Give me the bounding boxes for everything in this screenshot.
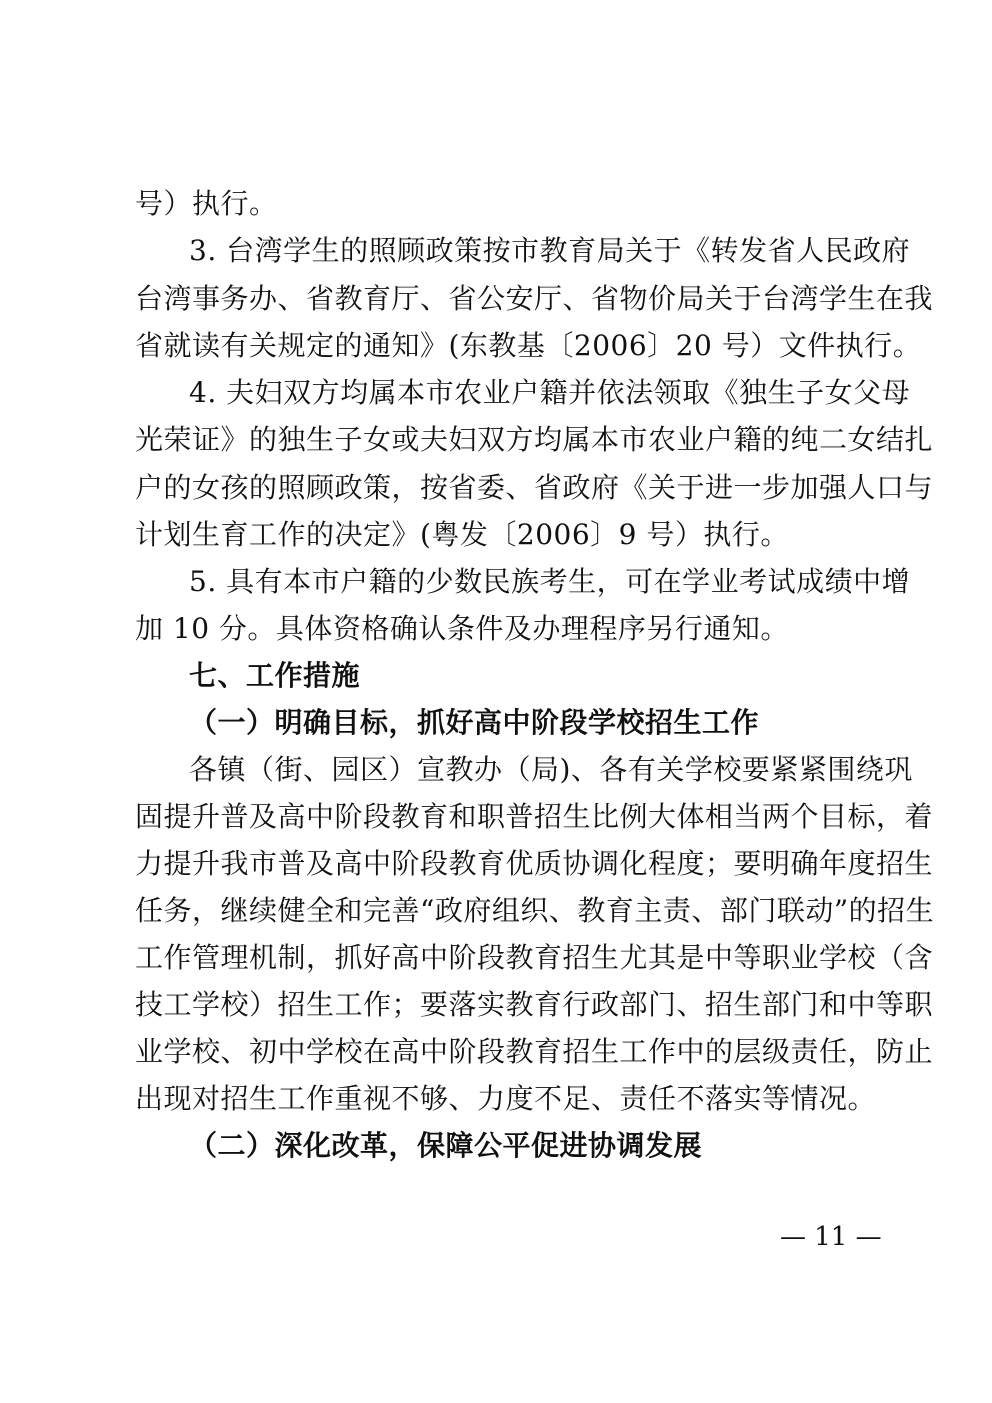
subsection-heading-1: （一）明确目标，抓好高中阶段学校招生工作 <box>189 706 760 739</box>
text-line-5: 4. 夫妇双方均属本市农业户籍并依法领取《独生子女父母 <box>189 376 911 409</box>
text-line-8: 计划生育工作的决定》(粤发〔2006〕9 号）执行。 <box>135 518 789 551</box>
text-line-2: 3. 台湾学生的照顾政策按市教育局关于《转发省人民政府 <box>189 234 911 267</box>
text-line-15: 力提升我市普及高中阶段教育优质协调化程度；要明确年度招生 <box>135 847 934 880</box>
text-line-1: 号）执行。 <box>135 187 278 220</box>
text-line-13: 各镇（街、园区）宣教办（局)、各有关学校要紧紧围绕巩 <box>189 753 913 786</box>
text-line-18: 技工学校）招生工作；要落实教育行政部门、招生部门和中等职 <box>135 988 934 1021</box>
subsection-heading-2: （二）深化改革，保障公平促进协调发展 <box>189 1129 703 1162</box>
text-line-16: 任务，继续健全和完善“政府组织、教育主责、部门联动”的招生 <box>135 894 935 927</box>
text-line-3: 台湾事务办、省教育厅、省公安厅、省物价局关于台湾学生在我 <box>135 282 934 315</box>
section-heading-work-measures: 七、工作措施 <box>189 659 361 692</box>
text-line-7: 户的女孩的照顾政策，按省委、省政府《关于进一步加强人口与 <box>135 471 934 504</box>
text-line-19: 业学校、初中学校在高中阶段教育招生工作中的层级责任，防止 <box>135 1035 934 1068</box>
text-line-6: 光荣证》的独生子女或夫妇双方均属本市农业户籍的纯二女结扎 <box>135 423 934 456</box>
text-line-14: 固提升普及高中阶段教育和职普招生比例大体相当两个目标，着 <box>135 800 934 833</box>
text-line-9: 5. 具有本市户籍的少数民族考生，可在学业考试成绩中增 <box>189 565 911 598</box>
text-line-17: 工作管理机制，抓好高中阶段教育招生尤其是中等职业学校（含 <box>135 941 934 974</box>
text-line-20: 出现对招生工作重视不够、力度不足、责任不落实等情况。 <box>135 1082 877 1115</box>
text-line-4: 省就读有关规定的通知》(东教基〔2006〕20 号）文件执行。 <box>135 329 922 362</box>
text-line-10: 加 10 分。具体资格确认条件及办理程序另行通知。 <box>135 612 789 645</box>
page-number: — 11 — <box>780 1222 882 1252</box>
